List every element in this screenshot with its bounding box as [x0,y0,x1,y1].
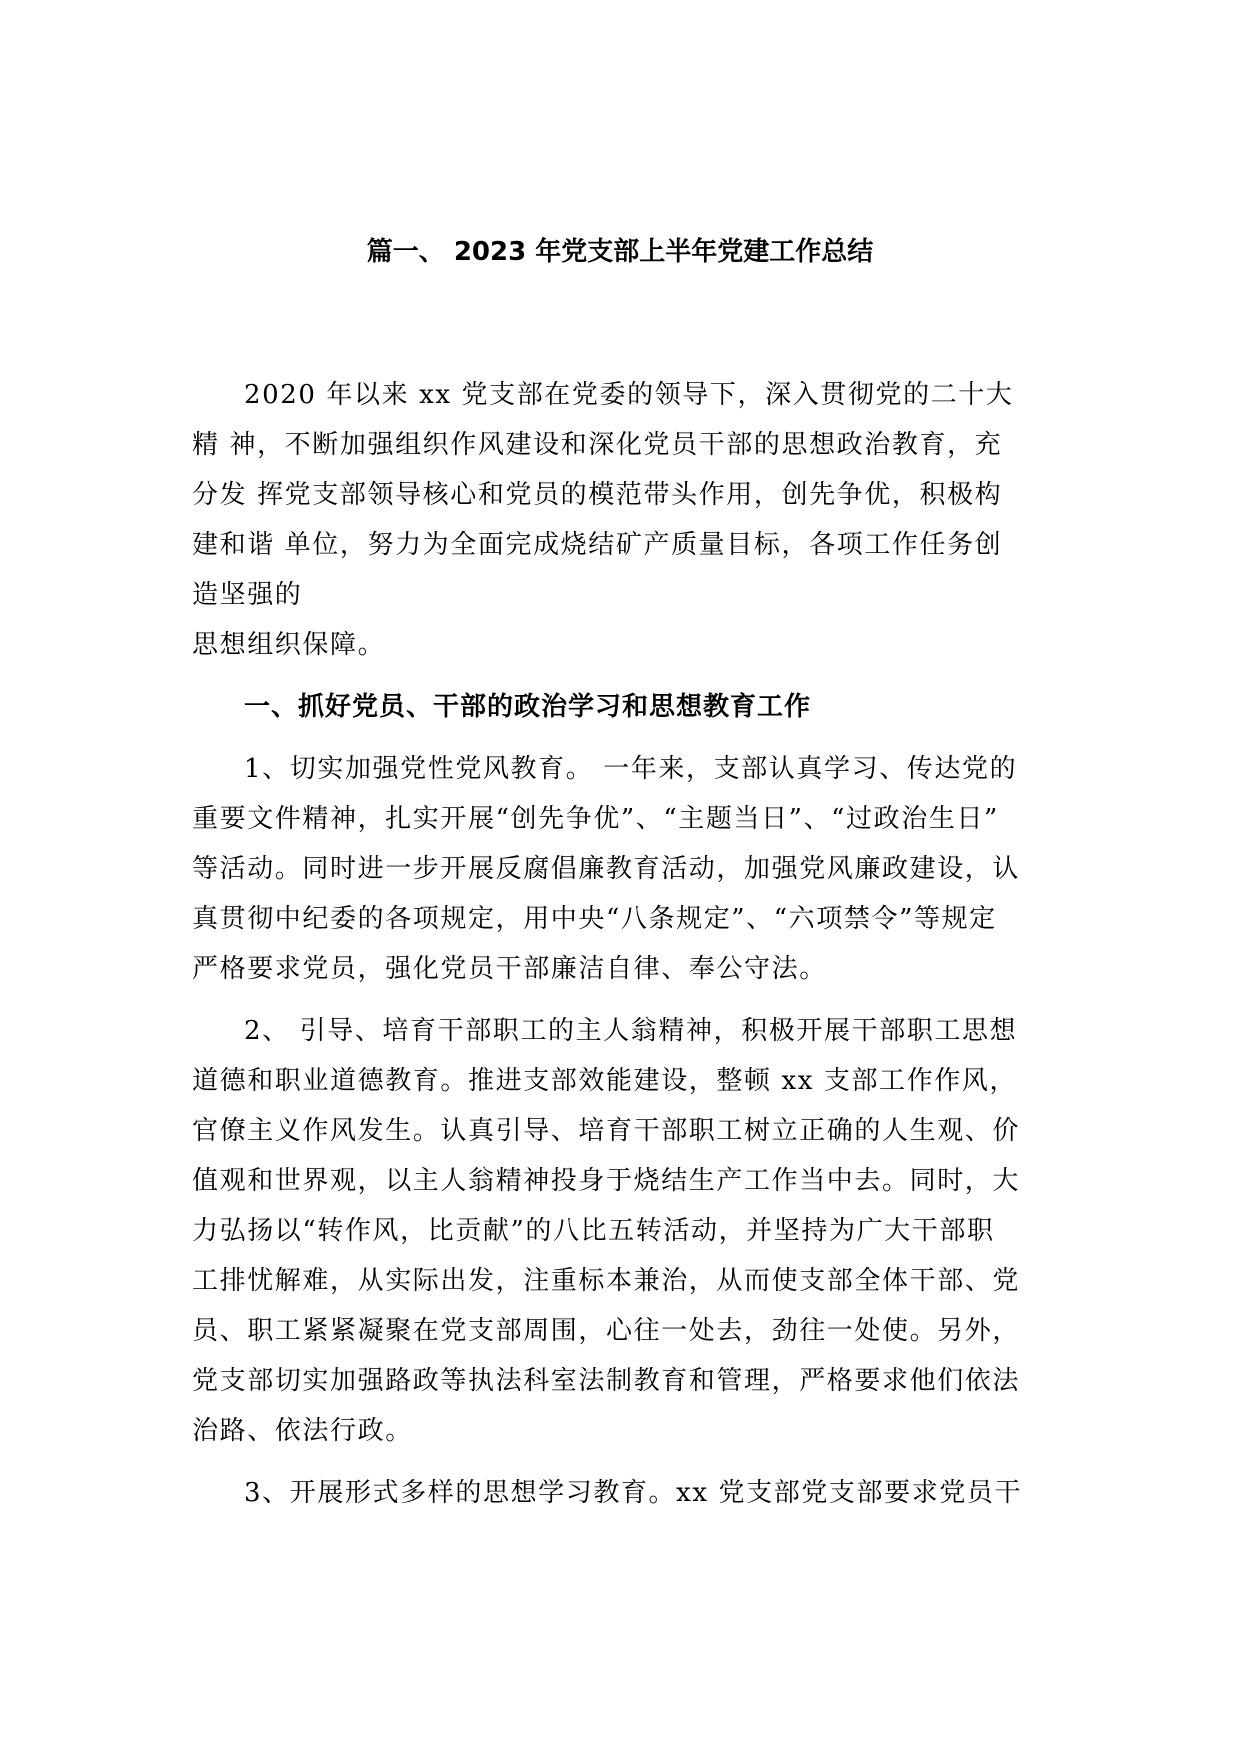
paragraph-line: 重要文件精神，扎实开展“创先争优”、“主题当日”、“过政治生日” [192,804,999,834]
paragraph-line: 党支部切实加强路政等执法科室法制教育和管理，严格要求他们依法 [192,1366,1021,1396]
paragraph-line: 严格要求党员，强化党员干部廉洁自律、奉公守法。 [192,954,827,984]
paragraph-line: 精 神，不断加强组织作风建设和深化党员干部的思想政治教育，充 [192,430,1003,460]
paragraph-line: 2020 年以来 xx 党支部在党委的领导下，深入贯彻党的二十大 [244,380,1014,410]
item-3-paragraph [192,1468,1054,1518]
paragraph-line: 思想组织保障。 [192,630,386,660]
paragraph-line: 工排忧解难，从实际出发，注重标本兼治，从而使支部全体干部、党 [192,1266,1021,1296]
paragraph-line: 道德和职业道德教育。推进支部效能建设，整顿 xx 支部工作作风， [192,1066,1018,1096]
item-1-paragraph [192,744,1054,994]
paragraph-line: 建和谐 单位，努力为全面完成烧结矿产质量目标，各项工作任务创 [192,530,1003,560]
paragraph-line: 治路、依法行政。 [192,1416,413,1446]
paragraph-line: 等活动。同时进一步开展反腐倡廉教育活动，加强党风廉政建设，认 [192,854,1021,884]
paragraph-line: 员、职工紧紧凝聚在党支部周围，心往一处去，劲往一处使。另外， [192,1316,1021,1346]
paragraph-line: 分发 挥党支部领导核心和党员的模范带头作用，创先争优，积极构 [192,480,1003,510]
paragraph-line: 官僚主义作风发生。认真引导、培育干部职工树立正确的人生观、价 [192,1116,1021,1146]
section-heading: 一、抓好党员、干部的政治学习和思想教育工作 [244,692,812,722]
document-body [192,370,1054,1518]
paragraph-line: 值观和世界观，以主人翁精神投身于烧结生产工作当中去。同时，大 [192,1166,1021,1196]
paragraph-line: 力弘扬以“转作风，比贡献”的八比五转活动，并坚持为广大干部职 [192,1216,995,1246]
paragraph-line: 3、开展形式多样的思想学习教育。xx 党支部党支部要求党员干 [244,1478,1023,1508]
document-title: 篇一、 2023 年党支部上半年党建工作总结 [366,237,874,267]
paragraph-line: 1、切实加强党性党风教育。 一年来，支部认真学习、传达党的 [244,754,1018,784]
paragraph-line: 真贯彻中纪委的各项规定，用中央“八条规定”、“六项禁令”等规定 [192,904,997,934]
item-2-paragraph [192,1006,1054,1456]
intro-paragraph [192,370,1054,670]
paragraph-line: 2、 引导、培育干部职工的主人翁精神，积极开展干部职工思想 [244,1016,1018,1046]
paragraph-line: 造坚强的 [192,580,303,610]
